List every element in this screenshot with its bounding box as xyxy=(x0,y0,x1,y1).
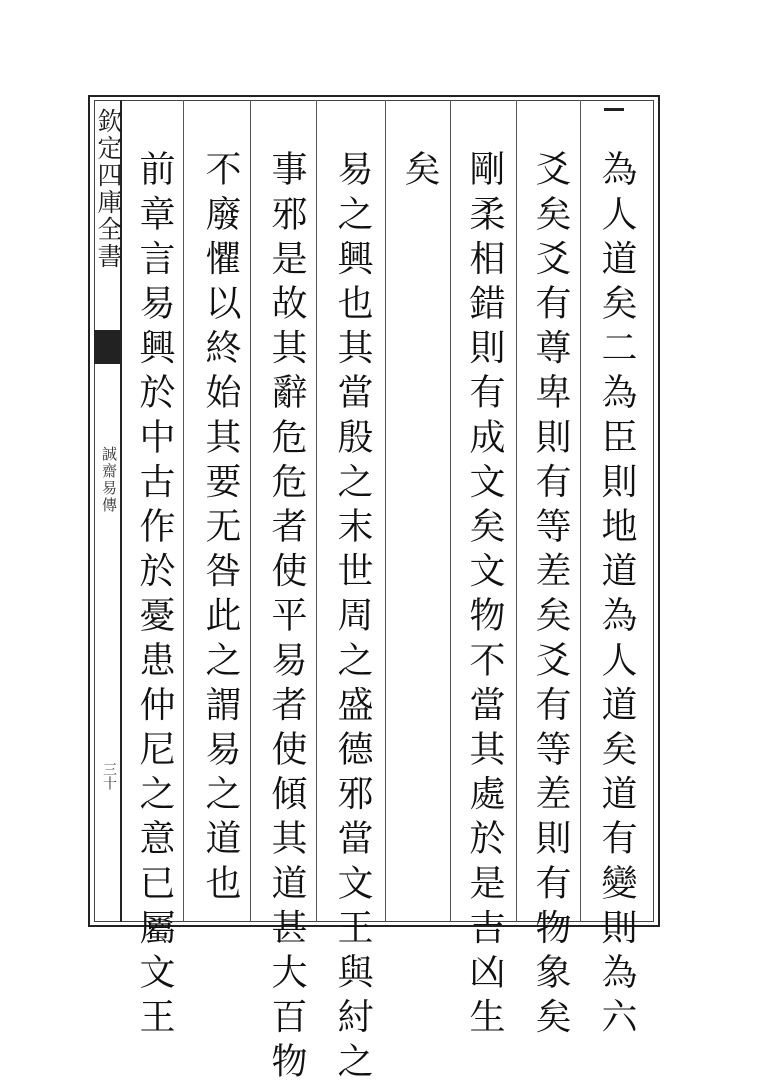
text-column-6: 事邪是故其辭危危者使平易者使傾其道甚大百物 xyxy=(266,150,307,1087)
text-column-7: 不廢懼以終始其要无咎此之謂易之道也 xyxy=(200,150,241,909)
text-column-1: 為人道矣二為臣則地道為人道矣道有變則為六 xyxy=(596,150,637,1042)
column-rule xyxy=(580,100,581,922)
page-number: 三十 xyxy=(101,762,117,790)
column-rule xyxy=(516,100,517,922)
text-column-8: 前章言易興於中古作於憂患仲尼之意已屬文王 xyxy=(134,150,175,1042)
collection-title: 欽定四庫全書 xyxy=(94,108,123,270)
text-column-2: 爻矣爻有尊卑則有等差矣爻有等差則有物象矣 xyxy=(530,150,571,1042)
top-mark xyxy=(604,108,624,111)
column-rule xyxy=(183,100,184,922)
text-column-4: 矣 xyxy=(399,150,440,195)
column-rule xyxy=(250,100,251,922)
fish-tail-mark xyxy=(94,330,120,364)
column-rule xyxy=(450,100,451,922)
column-rule xyxy=(316,100,317,922)
book-title: 誠齋易傳 xyxy=(100,446,118,514)
text-column-5: 易之興也其當殷之末世周之盛德邪當文王與紂之 xyxy=(332,150,373,1087)
column-rule xyxy=(385,100,386,922)
text-column-3: 剛柔相錯則有成文矣文物不當其處於是吉凶生 xyxy=(464,150,505,1042)
